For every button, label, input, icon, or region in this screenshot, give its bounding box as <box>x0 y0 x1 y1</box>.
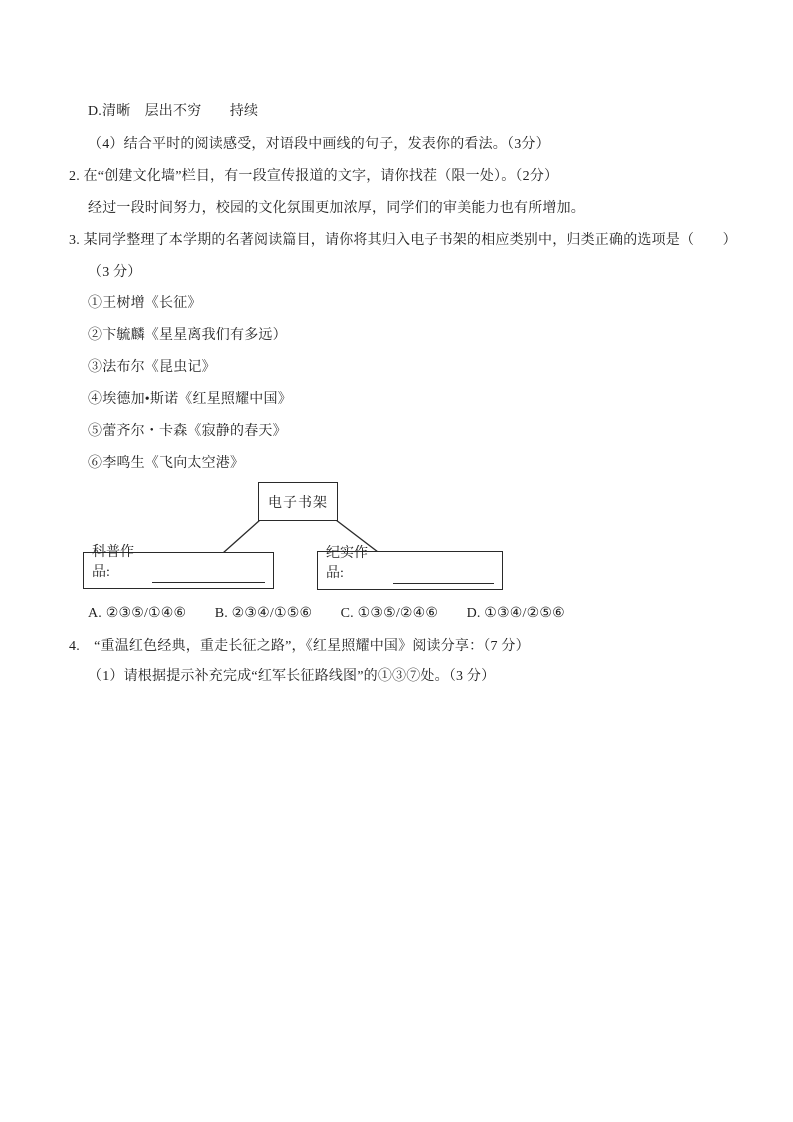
diagram-right-label: 纪实作品: <box>326 546 368 581</box>
q4-stem-line: 4. “重温红色经典，重走长征之路”，《红星照耀中国》阅读分享：（7 分） <box>69 639 530 654</box>
q2-passage-line: 经过一段时间努力，校园的文化氛围更加浓厚，同学们的审美能力也有所增加。 <box>88 201 585 216</box>
q2-stem-line: 2. 在“创建文化墙”栏目，有一段宣传报道的文字，请你找茬（限一处）。（2分） <box>69 169 559 184</box>
q4-part1-line: （1）请根据提示补充完成“红军长征路线图”的①③⑦处。（3 分） <box>88 669 496 684</box>
q1-part4-line: （4）结合平时的阅读感受，对语段中画线的句子，发表你的看法。（3分） <box>88 137 550 152</box>
q3-item-6: ⑥李鸣生《飞向太空港》 <box>88 456 245 471</box>
diagram-left-label: 科普作品: <box>92 545 134 580</box>
q3-item-4: ④埃德加•斯诺《红星照耀中国》 <box>88 392 292 407</box>
diagram-right-box <box>317 546 503 590</box>
connector-left-line <box>223 520 260 553</box>
bookshelf-diagram <box>83 482 503 590</box>
q3-item-5: ⑤蕾齐尔・卡森《寂静的春天》 <box>88 424 287 439</box>
q3-item-1: ①王树增《长征》 <box>88 296 202 311</box>
diagram-root-label: 电子书架 <box>268 495 328 511</box>
q3-item-3: ③法布尔《昆虫记》 <box>88 360 216 375</box>
diagram-left-box <box>83 545 274 589</box>
q3-item-2: ②卞毓麟《星星离我们有多远） <box>88 328 287 343</box>
q3-stem-line: 3. 某同学整理了本学期的名著阅读篇目，请你将其归入电子书架的相应类别中，归类正确的选项是（ ） <box>69 233 737 248</box>
q3-options-line: A. ②③⑤/①④⑥ B. ②③④/①⑤⑥ C. ①③⑤/②④⑥ D. ①③④/②⑤⑥ <box>88 606 565 621</box>
q3-score-line: （3 分） <box>88 265 142 280</box>
diagram-root-box <box>258 482 338 521</box>
q1-option-d-line: D.清晰 层出不穷 持续 <box>88 104 259 119</box>
diagram-right-blank-line <box>393 570 494 584</box>
diagram-left-blank-line <box>152 569 265 583</box>
